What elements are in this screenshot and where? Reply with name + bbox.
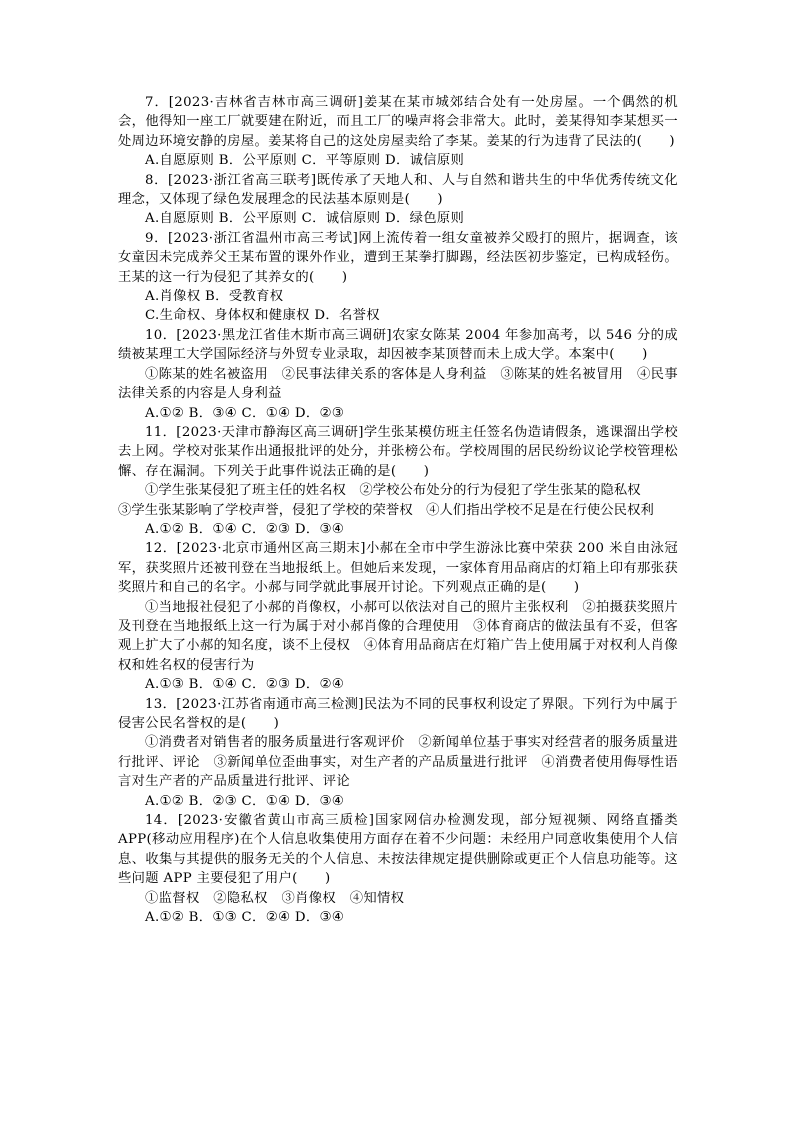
question-14-stem: 14．[2023·安徽省黄山市高三质检]国家网信办检测发现，部分短视频、网络直播类 APP(移动应用程序)在个人信息收集使用方面存在着不少问题：未经用户同意收集使用个人信息、收集与其提供的服务无关的个人信息、未按法律规定提供删除或更正个人信息功能等。这些问题 APP 主要侵犯了用户( ) <box>118 813 678 887</box>
question-7-options: A.自愿原则 B．公平原则 C．平等原则 D．诚信原则 <box>145 153 465 169</box>
question-11-stem: 11．[2023·天津市静海区高三调研]学生张某模仿班主任签名伪造请假条，逃课溜出学校去上网。学校对张某作出通报批评的处分，并张榜公布。学校周围的居民纷纷议论学校管理松懈、存在漏洞。下列关于此事件说法正确的是( ) <box>118 424 678 479</box>
question-9-options-line1: A.肖像权 B．受教育权 <box>145 289 284 305</box>
question-11-statements-2: ③学生张某影响了学校声誉，侵犯了学校的荣誉权 ④人们指出学校不足是在行使公民权利 <box>118 502 654 518</box>
question-10-statements: ①陈某的姓名被盗用 ②民事法律关系的客体是人身利益 ③陈某的姓名被冒用 ④民事法律关系的内容是人身利益 <box>118 366 678 402</box>
question-13-statements: ①消费者对销售者的服务质量进行客观评价 ②新闻单位基于事实对经营者的服务质量进行批评、评论 ③新闻单位歪曲事实，对生产者的产品质量进行批评 ④消费者使用侮辱性语言对生产者的产品质量进行批评、评论 <box>118 735 678 790</box>
question-7-stem: 7．[2023·吉林省吉林市高三调研]姜某在某市城郊结合处有一处房屋。一个偶然的机会，他得知一座工厂就要建在附近，而且工厂的噪声将会非常大。此时，姜某得知李某想买一处周边环境安静的房屋。姜某将自己的这处房屋卖给了李某。姜某的行为违背了民法的( ) <box>118 95 678 149</box>
question-13-options: A.①② B．②③ C．①④ D．③④ <box>145 793 345 809</box>
question-list <box>118 93 678 927</box>
question-9-options-line2: C.生命权、身体权和健康权 D．名誉权 <box>145 308 380 324</box>
question-14-options: A.①② B．①③ C．②④ D．③④ <box>145 910 345 926</box>
question-12-options: A.①③ B．①④ C．②③ D．②④ <box>145 677 345 693</box>
question-13-stem: 13．[2023·江苏省南通市高三检测]民法为不同的民事权利设定了界限。下列行为中属于侵害公民名誉权的是( ) <box>118 696 678 731</box>
question-12-stem: 12．[2023·北京市通州区高三期末]小郝在全市中学生游泳比赛中荣获 200 米自由泳冠军，获奖照片还被刊登在当地报纸上。但她后来发现，一家体育用品商店的灯箱上印有那张获奖照片和自己的名字。小郝与同学就此事展开讨论。下列观点正确的是( ) <box>118 541 678 596</box>
question-11-options: A.①② B．①④ C．②③ D．③④ <box>145 521 345 537</box>
question-8-options: A.自愿原则 B．公平原则 C．诚信原则 D．绿色原则 <box>145 211 465 227</box>
question-10-stem: 10．[2023·黑龙江省佳木斯市高三调研]农家女陈某 2004 年参加高考，以 546 分的成绩被某理工大学国际经济与外贸专业录取，却因被李某顶替而未上成大学。本案中( ) <box>118 327 678 363</box>
question-10-options: A.①② B．③④ C．①④ D．②③ <box>145 405 345 421</box>
question-11-statements: ①学生张某侵犯了班主任的姓名权 ②学校公布处分的行为侵犯了学生张某的隐私权 <box>145 483 641 499</box>
question-12-statements: ①当地报社侵犯了小郝的肖像权，小郝可以依法对自己的照片主张权利 ②拍摄获奖照片及刊登在当地报纸上这一行为属于对小郝肖像的合理使用 ③体育商店的做法虽有不妥，但客观上扩大了小郝的知名度，谈不上侵权 ④体育用品商店在灯箱广告上使用属于对权利人肖像权和姓名权的侵害行为 <box>118 599 678 673</box>
question-8-stem: 8．[2023·浙江省高三联考]既传承了天地人和、人与自然和谐共生的中华优秀传统文化理念，又体现了绿色发展理念的民法基本原则是( ) <box>118 172 678 208</box>
question-14-statements: ①监督权 ②隐私权 ③肖像权 ④知情权 <box>145 890 405 906</box>
question-9-stem: 9．[2023·浙江省温州市高三考试]网上流传着一组女童被养父殴打的照片，据调查，该女童因未完成养父王某布置的课外作业，遭到王某拳打脚踢，经法医初步鉴定，已构成轻伤。王某的这一行为侵犯了其养女的( ) <box>118 230 678 285</box>
